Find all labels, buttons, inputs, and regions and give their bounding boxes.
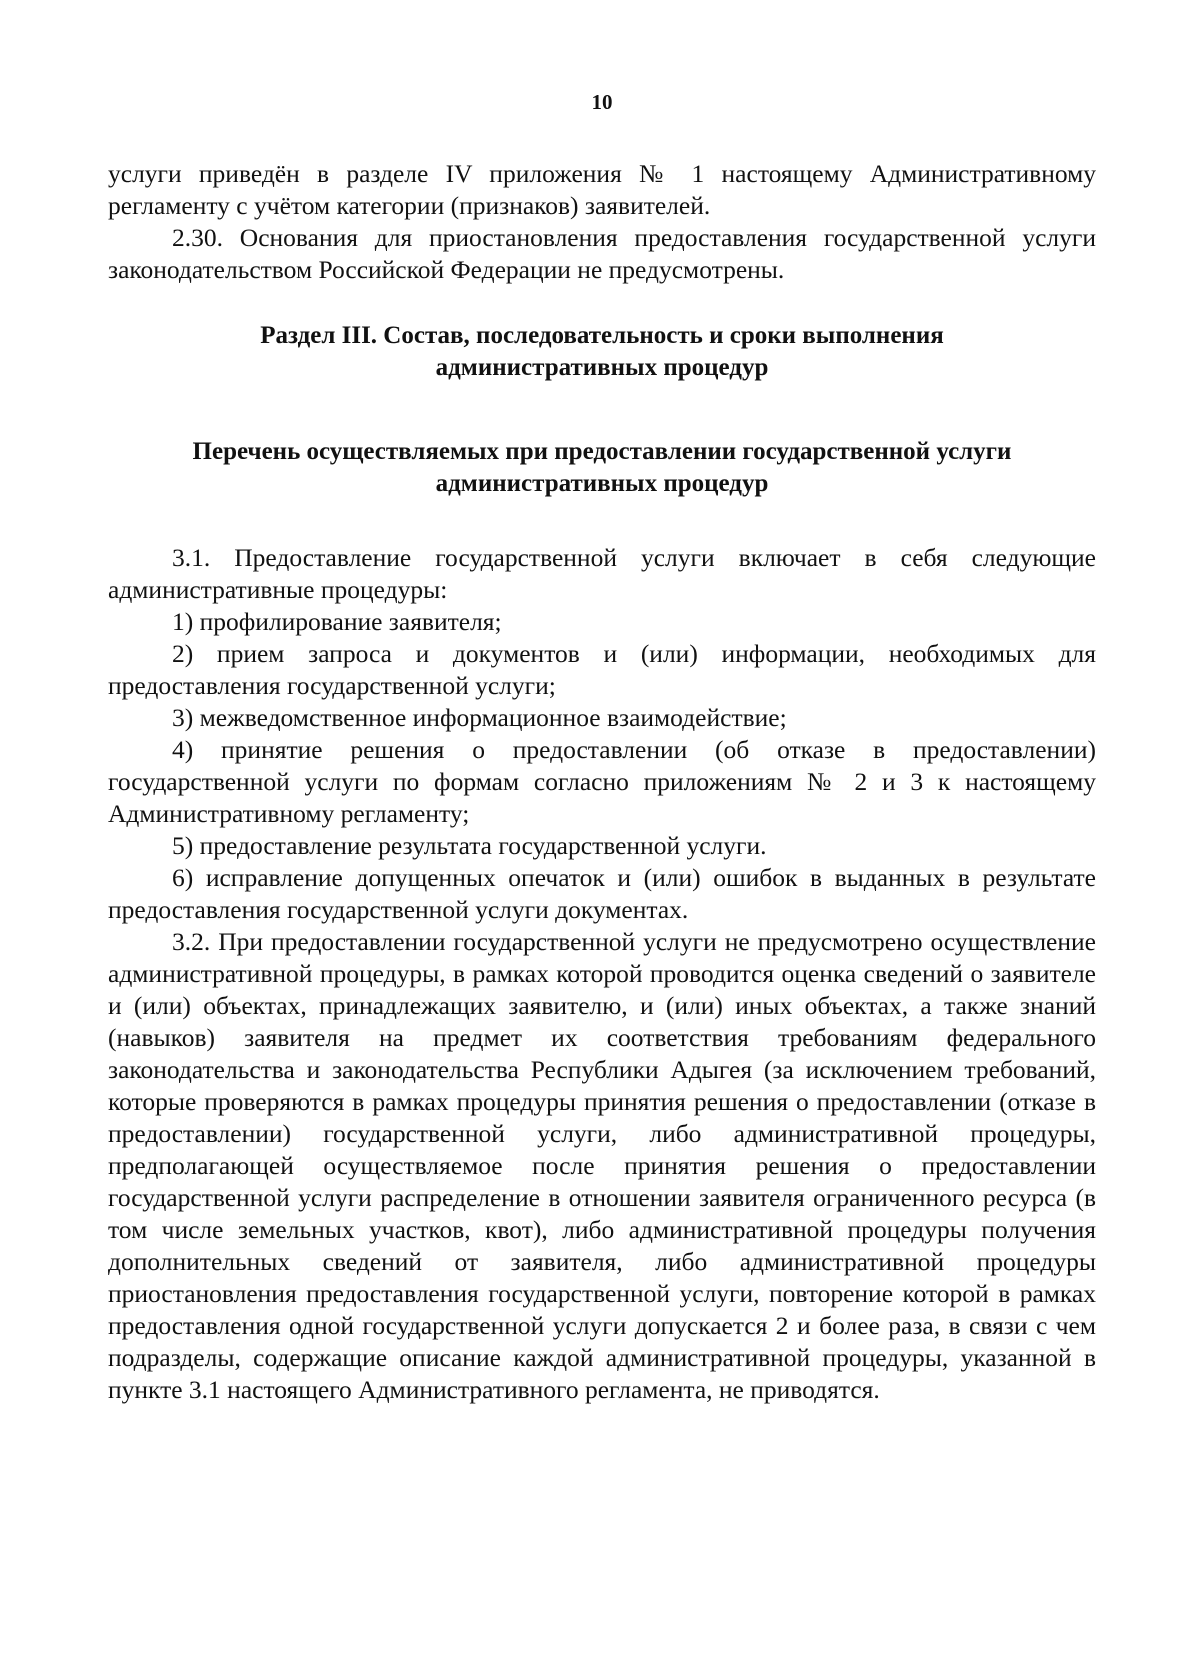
list-item-1: 1) профилирование заявителя;: [172, 607, 502, 636]
section-title: [108, 320, 1096, 384]
subsection-title-line-1: Перечень осуществляемых при предоставлении государственной услуги: [192, 438, 1012, 465]
list-item-3: 3) межведомственное информационное взаимодействие;: [172, 703, 787, 732]
subsection-title: [108, 436, 1096, 500]
paragraph-3-2: 3.2. При предоставлении государственной услуги не предусмотрено осуществление административной процедуры, в рамках которой проводится оценка сведений о заявителе и (или) объектах, принадлежащих заявителю, и (или) иных объектах, а также знаний (навыков) заявителя на предмет их соответствия требованиям федерального законодательства и законодательства Республики Адыгея (за исключением требований, которые проверяются в рамках процедуры принятия решения о предоставлении (отказе в предоставлении) государственной услуги, либо административной процедуры, предполагающей осуществляемое после принятия решения о предоставлении государственной услуги распределение в отношении заявителя ограниченного ресурса (в том числе земельных участков, квот), либо административной процедуры получения дополнительных сведений от заявителя, либо административной процедуры приостановления предоставления государственной услуги, повторение которой в рамках предоставления одной государственной услуги допускается 2 и более раза, в связи с чем подразделы, содержащие описание каждой административной процедуры, указанной в пункте 3.1 настоящего Административного регламента, не приводятся.: [108, 927, 1096, 1404]
subsection-title-line-2: административных процедур: [435, 470, 769, 497]
paragraph-2-30: 2.30. Основания для приостановления предоставления государственной услуги законодательством Российской Федерации не предусмотрены.: [108, 223, 1096, 284]
intro-paragraph: услуги приведён в разделе IV приложения № 1 настоящему Административному регламенту с учётом категории (признаков) заявителей.: [108, 159, 1096, 220]
spacer: [108, 500, 1096, 542]
document-page: [108, 88, 1096, 1406]
list-item-2: 2) прием запроса и документов и (или) информации, необходимых для предоставления государственной услуги;: [108, 639, 1096, 700]
list-item-5: 5) предоставление результата государственной услуги.: [172, 831, 767, 860]
section-title-line-2: административных процедур: [435, 354, 769, 381]
spacer: [108, 384, 1096, 436]
list-item-4: 4) принятие решения о предоставлении (об отказе в предоставлении) государственной услуги по формам согласно приложениям № 2 и 3 к настоящему Административному регламенту;: [108, 735, 1096, 828]
page-number: 10: [591, 90, 613, 114]
section-title-line-1: Раздел III. Состав, последовательность и сроки выполнения: [260, 322, 944, 349]
spacer: [108, 286, 1096, 320]
list-item-6: 6) исправление допущенных опечаток и (или) ошибок в выданных в результате предоставления государственной услуги документах.: [108, 863, 1096, 924]
paragraph-3-1: 3.1. Предоставление государственной услуги включает в себя следующие административные процедуры:: [108, 543, 1096, 604]
